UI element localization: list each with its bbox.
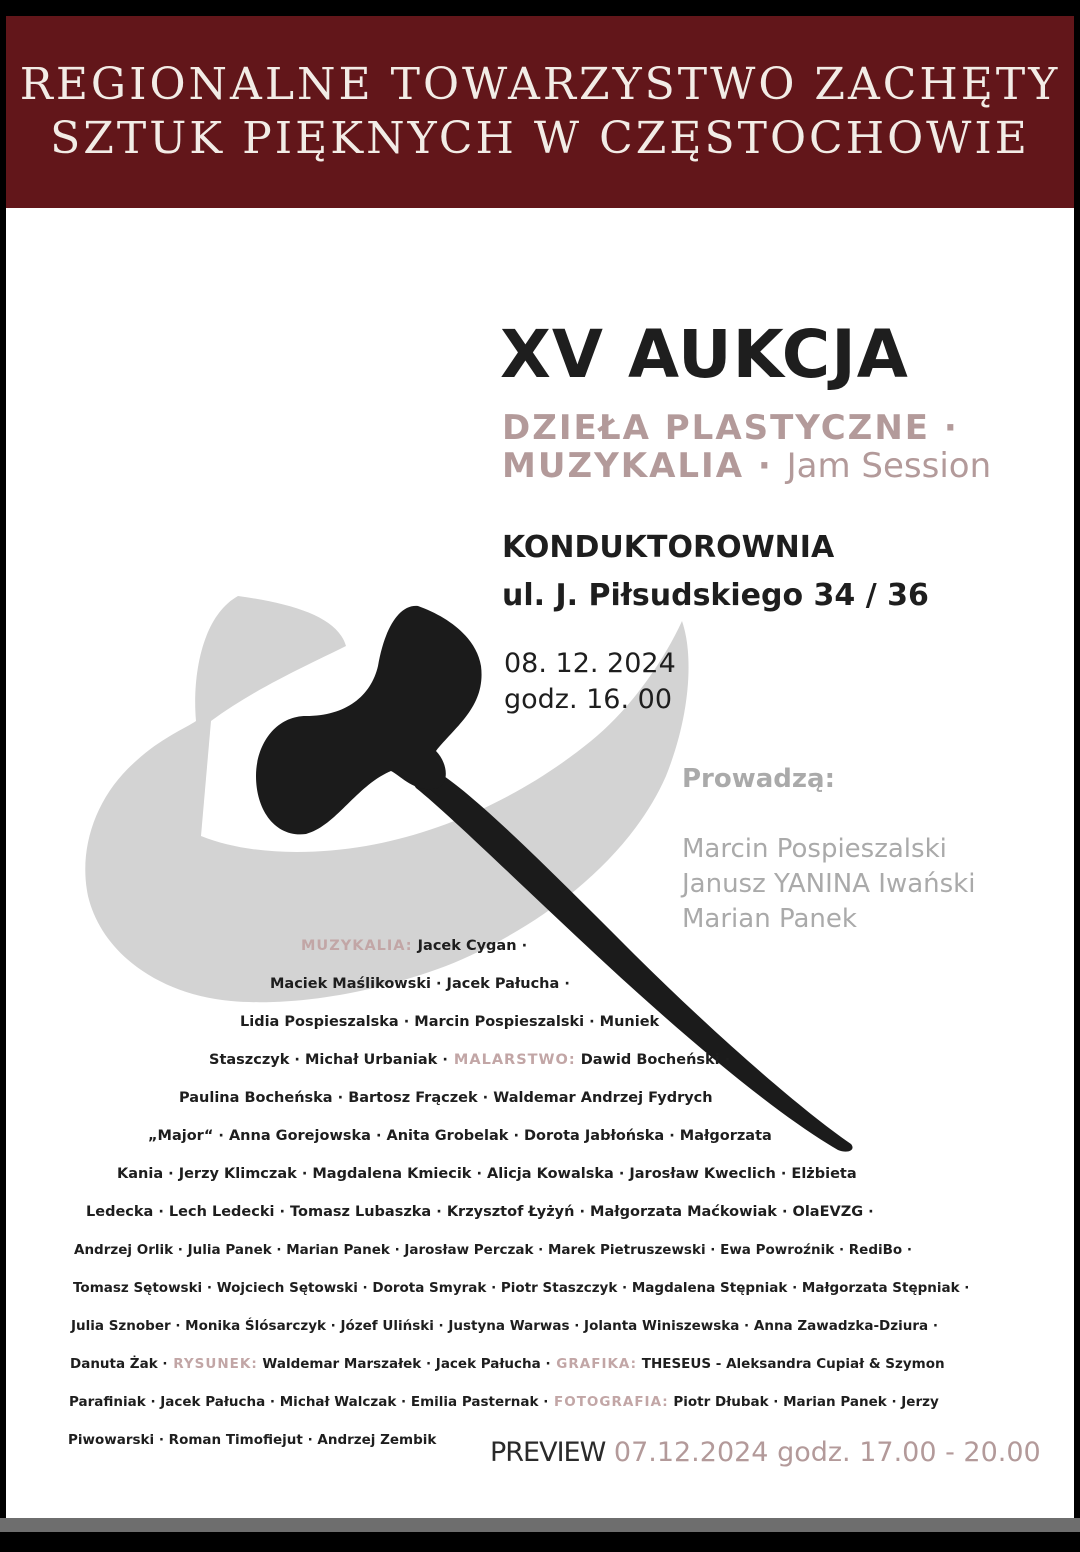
credits-line: Kania · Jerzy Klimczak · Magdalena Kmiecik · Alicja Kowalska · Jarosław Kweclich · Elżbieta xyxy=(117,1166,857,1182)
preview-time: godz. 17.00 - 20.00 xyxy=(777,1437,1041,1468)
category-label: RYSUNEK: xyxy=(167,1356,258,1372)
bottom-border-grey xyxy=(0,1518,1080,1532)
credits-line: Paulina Bocheńska · Bartosz Frączek · Waldemar Andrzej Fydrych xyxy=(179,1090,713,1106)
credits-line xyxy=(70,1356,945,1372)
category-label: FOTOGRAFIA: xyxy=(548,1394,669,1410)
venue-name: KONDUKTOROWNIA xyxy=(502,530,835,565)
credits-text: Waldemar Marszałek · Jacek Pałucha · xyxy=(257,1356,551,1372)
credits-line: Lidia Pospieszalska · Marcin Pospieszalski · Muniek xyxy=(240,1014,660,1030)
header-line-1: REGIONALNE TOWARZYSTWO ZACHĘTY xyxy=(19,59,1061,110)
credits-line: Andrzej Orlik · Julia Panek · Marian Panek · Jarosław Perczak · Marek Pietruszewski · Ewa Powroźnik · RediBo · xyxy=(74,1242,913,1258)
credits-line: Tomasz Sętowski · Wojciech Sętowski · Dorota Smyrak · Piotr Staszczyk · Magdalena Stępniak · Małgorzata Stępniak · xyxy=(73,1280,970,1296)
credits-line: Ledecka · Lech Ledecki · Tomasz Lubaszka · Krzysztof Łyżyń · Małgorzata Maćkowiak · OlaEVZG · xyxy=(86,1204,874,1220)
category-label: GRAFIKA: xyxy=(550,1356,638,1372)
poster xyxy=(6,16,1074,1518)
subtitle-jam-session: Jam Session xyxy=(786,446,992,486)
credits-text: Piotr Dłubak · Marian Panek · Jerzy xyxy=(668,1394,939,1410)
bottom-border xyxy=(0,1532,1080,1552)
event-date: 08. 12. 2024 xyxy=(504,648,676,679)
credits-text: Jacek Cygan · xyxy=(412,938,528,954)
venue-address: ul. J. Piłsudskiego 34 / 36 xyxy=(502,578,929,613)
credits-line: „Major“ · Anna Gorejowska · Anita Grobelak · Dorota Jabłońska · Małgorzata xyxy=(148,1128,772,1144)
credits-text: Danuta Żak · xyxy=(70,1356,168,1372)
credits-line xyxy=(209,1052,730,1068)
credits-text: Dawid Bocheński · xyxy=(575,1052,731,1068)
credits-line xyxy=(69,1394,939,1410)
credits-line: Julia Sznober · Monika Ślósarczyk · Józef Uliński · Justyna Warwas · Jolanta Winiszewska · Anna Zawadzka-Dziura · xyxy=(71,1318,938,1334)
credits-text: THESEUS - Aleksandra Cupiał & Szymon xyxy=(637,1356,945,1372)
auction-title: XV AUKCJA xyxy=(500,316,909,393)
credits-line xyxy=(301,938,527,954)
subtitle-line-1: DZIEŁA PLASTYCZNE · xyxy=(502,408,959,448)
category-label: MALARSTWO: xyxy=(447,1052,576,1068)
preview-label: PREVIEW xyxy=(490,1437,606,1468)
credits-line: Maciek Maślikowski · Jacek Pałucha · xyxy=(270,976,570,992)
credits-text: Parafiniak · Jacek Pałucha · Michał Walczak · Emilia Pasternak · xyxy=(69,1394,549,1410)
event-time: godz. 16. 00 xyxy=(504,684,673,715)
hosts-label: Prowadzą: xyxy=(682,764,835,794)
credits-text: Staszczyk · Michał Urbaniak · xyxy=(209,1052,448,1068)
host-name: Marian Panek xyxy=(682,904,857,934)
subtitle-muzykalia: MUZYKALIA · xyxy=(502,446,773,486)
preview-date: 07.12.2024 xyxy=(613,1437,769,1468)
top-border xyxy=(0,0,1080,10)
header-line-2: SZTUK PIĘKNYCH W CZĘSTOCHOWIE xyxy=(50,113,1030,164)
category-label: MUZYKALIA: xyxy=(301,938,413,954)
host-name: Marcin Pospieszalski xyxy=(682,834,947,864)
preview-info xyxy=(490,1437,1041,1468)
subtitle-line-2 xyxy=(502,446,991,486)
host-name: Janusz YANINA Iwański xyxy=(682,869,976,899)
credits-line: Piwowarski · Roman Timofiejut · Andrzej Zembik xyxy=(68,1432,437,1448)
